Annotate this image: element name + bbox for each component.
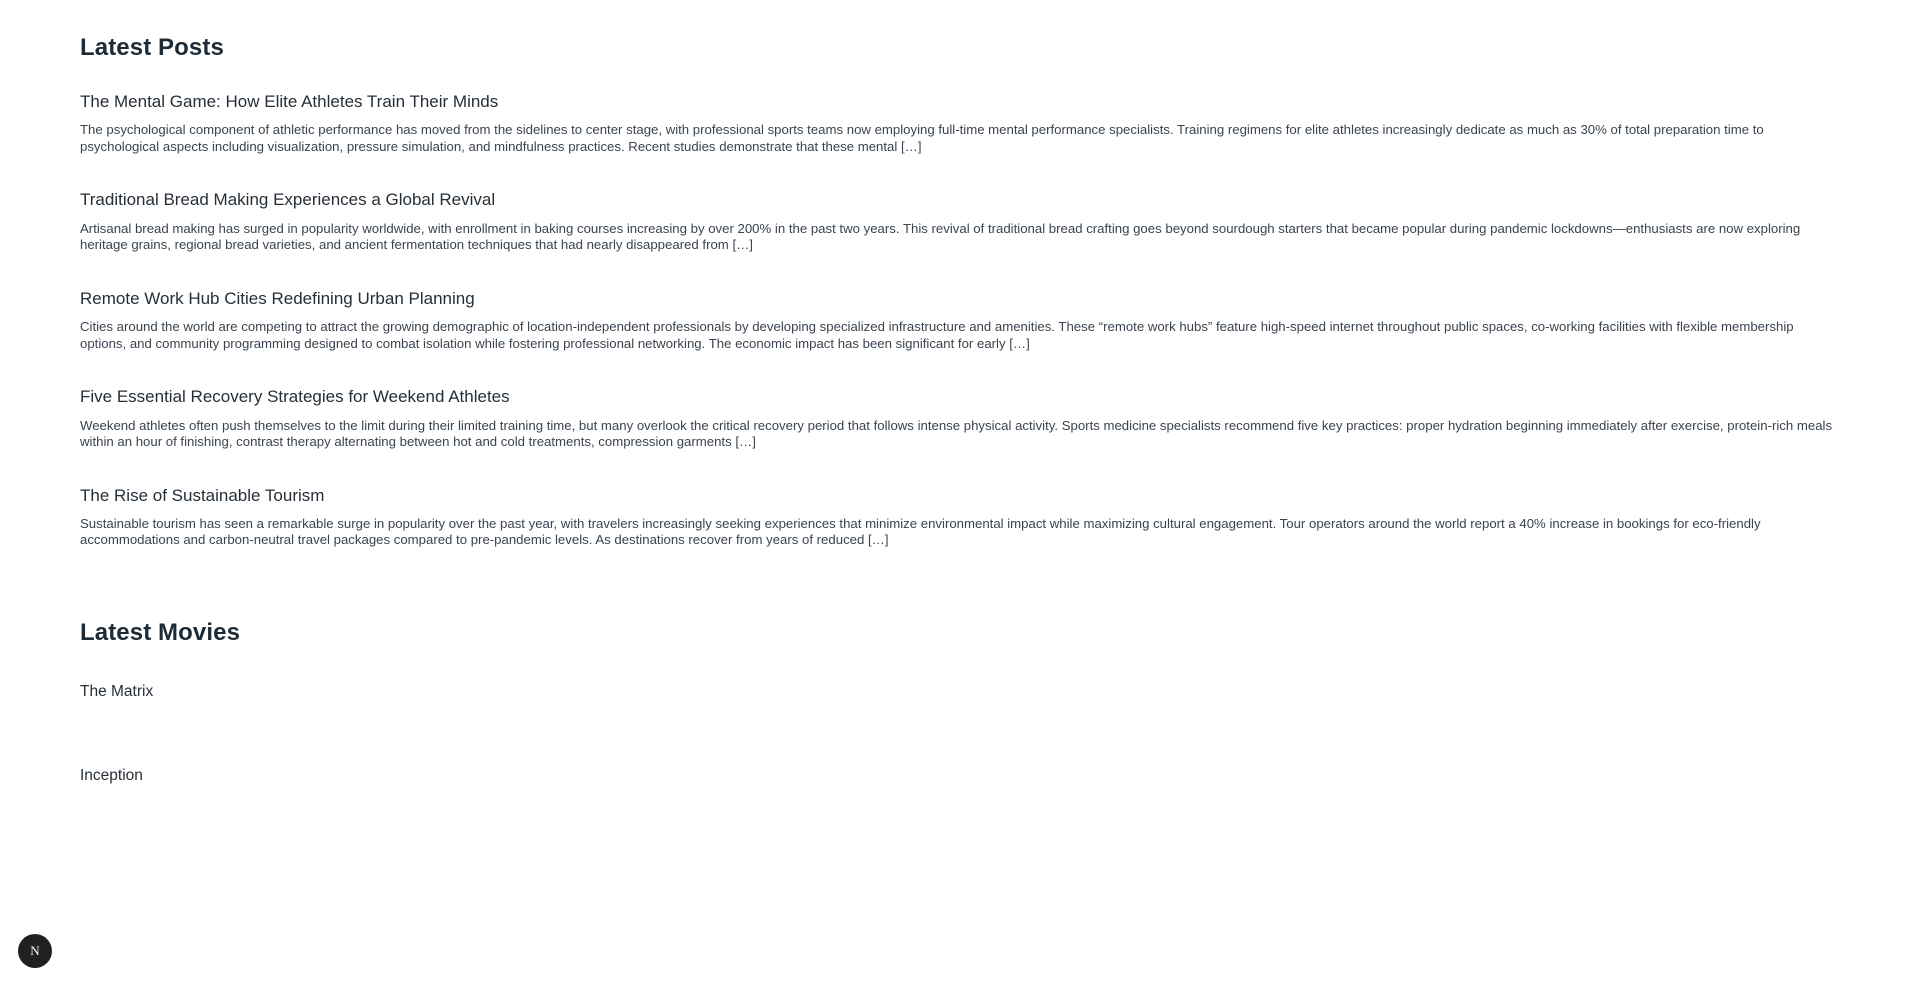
post-excerpt: The psychological component of athletic performance has moved from the sidelines to center stage, with professional sports teams now employing full-time mental performance specialists. Training regimens for elite athletes increasingly dedicate as much as 30% of total preparation time to psychological aspects including visualization, pressure simulation, and mindfulness practices. Recent studies demonstrate that these mental […]: [80, 122, 1764, 154]
page-title: Latest Posts: [80, 34, 224, 61]
list-item[interactable]: The Matrix: [80, 682, 154, 700]
post-excerpt: Artisanal bread making has surged in popularity worldwide, with enrollment in baking courses increasing by over 200% in the past two years. This revival of traditional bread crafting goes beyond sourdough starters that became popular during pandemic lockdowns—enthusiasts are now exploring heritage grains, regional bread varieties, and ancient fermentation techniques that had nearly disappeared from […]: [80, 220, 1801, 253]
list-item[interactable]: Inception: [80, 766, 143, 784]
post-title[interactable]: The Rise of Sustainable Tourism: [80, 485, 325, 505]
list-item[interactable]: [80, 190, 1840, 253]
list-item[interactable]: [80, 92, 1840, 155]
post-title[interactable]: Remote Work Hub Cities Redefining Urban Planning: [80, 288, 475, 308]
post-title[interactable]: The Mental Game: How Elite Athletes Train Their Minds: [80, 92, 499, 111]
post-excerpt: Weekend athletes often push themselves to the limit during their limited training time, but many overlook the critical recovery period that follows intense physical activity. Sports medicine specialists recommend five key practices: proper hydration beginning immediately after exercise, protein-rich meals within an hour of finishing, contrast therapy alternating between hot and cold treatments, compression garments […]: [80, 417, 1833, 450]
post-excerpt: Cities around the world are competing to attract the growing demographic of location-independent professionals by developing specialized infrastructure and amenities. These “remote work hubs” feature high-speed internet throughout public spaces, co-working facilities with flexible membership options, and community programming designed to combat isolation while fostering professional networking. The economic impact has been significant for early […]: [80, 319, 1794, 351]
list-item[interactable]: [80, 387, 1840, 450]
latest-movies-list: [80, 683, 1840, 785]
movies-section-title: Latest Movies: [80, 618, 241, 646]
post-title[interactable]: Traditional Bread Making Experiences a Global Revival: [80, 190, 496, 210]
post-excerpt: Sustainable tourism has seen a remarkable surge in popularity over the past year, with travelers increasingly seeking experiences that minimize environmental impact while maximizing cultural engagement. Tour operators around the world report a 40% increase in bookings for eco-friendly accommodations and carbon-neutral travel packages compared to pre-pandemic levels. As destinations recover from years of reduced […]: [80, 515, 1761, 548]
list-item[interactable]: [80, 486, 1840, 549]
list-item[interactable]: [80, 289, 1840, 352]
latest-movies-section: [80, 619, 1840, 785]
post-title[interactable]: Five Essential Recovery Strategies for Weekend Athletes: [80, 387, 510, 407]
notification-badge[interactable]: N: [18, 934, 52, 968]
latest-posts-list: [80, 92, 1840, 549]
